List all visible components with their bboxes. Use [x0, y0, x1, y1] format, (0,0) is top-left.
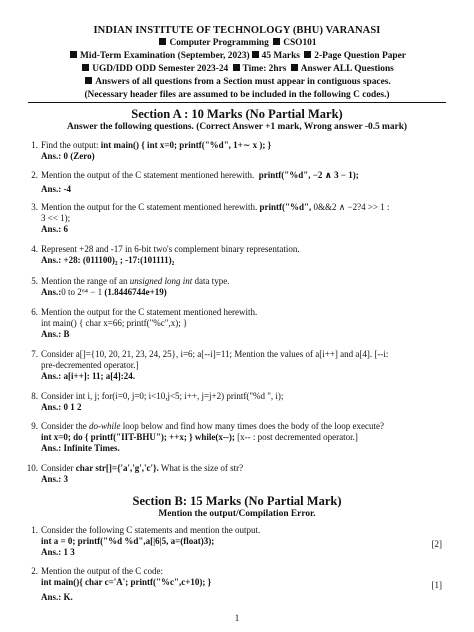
- question-a7: 7. Consider a[]={10, 20, 21, 23, 24, 25}, i=6; a[--i]=11; Mention the values of a[i++] and a[4]. [--i: pre-decremented operator.] Ans.: a[i++]: 11; a[4]:24.: [31, 349, 389, 381]
- square-bullet-icon: [85, 77, 92, 84]
- square-bullet-icon: [273, 38, 280, 45]
- answer-a6: B: [63, 328, 70, 339]
- semester: UGD/IDD ODD Semester 2023-24: [92, 64, 229, 74]
- section-a-instruction: Answer the following questions. (Correct Answer +1 mark, Wrong answer -0.5 mark): [66, 122, 408, 132]
- square-bullet-icon: [159, 38, 166, 45]
- section-a-title: Section A : 10 Marks (No Partial Mark): [131, 107, 343, 121]
- square-bullet-icon: [291, 64, 298, 71]
- question-a1: 1. Find the output: int main() { int x=0; printf("%d", 1+∼ x ); } Ans.: 0 (Zero): [31, 140, 272, 161]
- section-b-instruction: Mention the output/Compilation Error.: [158, 509, 316, 519]
- marks-b1: [2]: [431, 539, 442, 549]
- course-line: [0, 37, 474, 50]
- answer-a1: 0 (Zero): [63, 150, 95, 161]
- answer-a10: 3: [63, 473, 69, 484]
- section-b-title: Section B: 15 Marks (No Partial Mark): [132, 494, 342, 508]
- course-code: CSO101: [283, 38, 317, 48]
- question-a10: 10. Consider char str[]={'a','g','c'}. What is the size of str? Ans.: 3: [26, 463, 244, 484]
- square-bullet-icon: [252, 51, 259, 58]
- exam-name: Mid-Term Examination (September, 2023): [80, 51, 250, 61]
- answer-a5: (1.8446744e+19): [104, 286, 167, 297]
- exam-time: Time: 2hrs: [242, 64, 287, 74]
- question-a3: 3. Mention the output for the C statement mentioned herewith. printf("%d", 0&&2 ∧ −2?4 >> 1 : 3 << 1); Ans.: 6: [31, 202, 390, 234]
- square-bullet-icon: [70, 51, 77, 58]
- question-a9: 9. Consider the do-while loop below and find how many times does the body of the loop execute? int x=0; do { printf("IIT-BHU"); ++x; } while(x--); [x-- : post decremented operator.] Ans.: Infinite Times.: [31, 421, 384, 453]
- question-b2: 2. Mention the output of the C code: int main(){ char c='A'; printf("%c",c+10); } Ans.: K. [1]: [31, 566, 442, 602]
- square-bullet-icon: [233, 64, 240, 71]
- instruction-line-2: (Necessary header files are assumed to be included in the following C codes.): [84, 90, 390, 100]
- answer-a2: -4: [63, 183, 72, 194]
- answer-all: Answer ALL Questions: [300, 64, 394, 74]
- marks-b2: [1]: [431, 580, 442, 590]
- answer-b2: K.: [63, 591, 73, 602]
- page-number: 1: [234, 613, 240, 624]
- square-bullet-icon: [82, 64, 89, 71]
- header-divider: [28, 102, 446, 103]
- question-a5: 5. Mention the range of an unsigned long int data type. Ans.:0 to 2⁶⁴ − 1 (1.8446744e+19): [31, 276, 230, 297]
- answer-a8: 0 1 2: [63, 401, 82, 412]
- question-a8: 8. Consider int i, j; for(i=0, j=0; i<10,j<5; i++, j=j+2) printf("%d ", i); Ans.: 0 1 2: [31, 391, 284, 412]
- question-b1: 1. Consider the following C statements and mention the output. int a = 0; printf("%d %d",a[|6|5, a=(float)3); Ans.: 1 3 [2]: [31, 525, 442, 557]
- exam-line: [0, 50, 474, 63]
- course-name: Computer Programming: [169, 38, 269, 48]
- total-marks: 45 Marks: [261, 51, 300, 61]
- answer-a9: Infinite Times.: [63, 442, 120, 453]
- question-a4: 4. Represent +28 and -17 in 6-bit two's complement binary representation. Ans.: +28: (011100)₂ ; -17:(101111)₂: [31, 244, 300, 265]
- semester-line: [0, 63, 474, 76]
- answer-b1: 1 3: [63, 546, 75, 557]
- paper-length: 2-Page Question Paper: [314, 51, 406, 61]
- answer-a3: 6: [63, 223, 69, 234]
- question-a6: 6. Mention the output for the C statement mentioned herewith. int main() { char x=66; printf("%c",x); } Ans.: B: [31, 307, 258, 339]
- institute-name: INDIAN INSTITUTE OF TECHNOLOGY (BHU) VARANASI: [93, 25, 381, 36]
- square-bullet-icon: [304, 51, 311, 58]
- answer-a7: a[i++]: 11; a[4]:24.: [63, 370, 136, 381]
- instruction-line-1: Answers of all questions from a Section must appear in contiguous spaces.: [0, 76, 474, 89]
- answer-a4: +28: (011100)₂ ; -17:(101111)₂: [63, 254, 175, 265]
- exam-header: [0, 24, 474, 102]
- question-a2: 2. Mention the output of the C statement mentioned herewith. printf("%d", −2 ∧ 3 − 1); Ans.: -4: [31, 170, 359, 194]
